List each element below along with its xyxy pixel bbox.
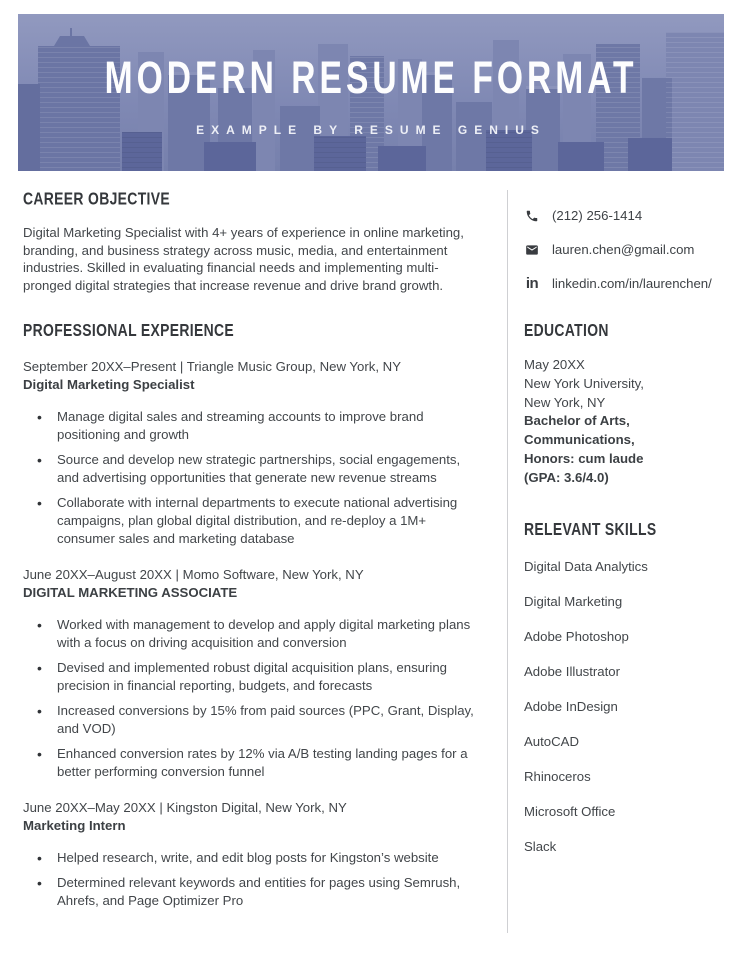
skill-item: Adobe Illustrator [524,663,621,679]
job-meta: September 20XX–Present | Triangle Music Group, New York, NY [23,359,401,375]
sidebar-column [524,190,724,875]
job-bullet: • Helped research, write, and edit blog posts for Kingston’s website [23,849,479,867]
skill-item: Adobe InDesign [524,698,618,714]
main-column [23,190,479,910]
contact-email-row [524,242,724,257]
career-objective-heading: CAREER OBJECTIVE [23,188,170,209]
job-list [23,358,479,910]
education-line: New York, NY [524,394,606,410]
phone-icon [524,208,540,224]
linkedin-url: linkedin.com/in/laurenchen/ [552,276,712,291]
relevant-skills-heading: RELEVANT SKILLS [524,519,657,540]
job-bullet: • Manage digital sales and streaming accounts to improve brand positioning and growth [23,408,479,444]
education-heading: EDUCATION [524,320,609,341]
contact-section [524,208,724,291]
professional-experience-heading: PROFESSIONAL EXPERIENCE [23,320,235,341]
job-title: Digital Marketing Specialist [23,377,195,393]
job-bullet: • Source and develop new strategic partnerships, social engagements, and advertising opportunities that generate new revenue streams [23,451,479,487]
banner-title: MODERN RESUME FORMAT [104,51,638,103]
job-bullet: • Devised and implemented robust digital acquisition plans, ensuring precision in financial reporting, budgets, and forecasts [23,659,479,695]
education-line-bold: Honors: cum laude [524,450,644,466]
education-details [524,356,724,488]
contact-linkedin-row [524,276,724,291]
education-line-bold: (GPA: 3.6/4.0) [524,469,609,485]
linkedin-icon: in [525,274,539,292]
job-meta: June 20XX–May 20XX | Kingston Digital, New York, NY [23,800,347,816]
job-entry [23,566,479,781]
skills-list [524,560,724,854]
education-bold-lines [524,412,724,487]
education-line: New York University, [524,375,644,391]
job-bullet-list [23,408,479,548]
banner-subtitle: EXAMPLE BY RESUME GENIUS [196,123,546,137]
education-regular-lines [524,356,724,412]
job-title: DIGITAL MARKETING ASSOCIATE [23,585,238,601]
column-divider [507,190,508,933]
email-icon [524,242,540,258]
job-entry [23,799,479,910]
job-bullet: • Enhanced conversion rates by 12% via A/B testing landing pages for a better performing conversion funnel [23,745,479,781]
phone-number: (212) 256-1414 [552,208,643,223]
skill-item: Microsoft Office [524,803,616,819]
job-bullet: • Increased conversions by 15% from paid sources (PPC, Grant, Display, and VOD) [23,702,479,738]
skill-item: Adobe Photoshop [524,628,629,644]
education-line-bold: Bachelor of Arts, [524,413,630,429]
career-objective-text: Digital Marketing Specialist with 4+ years of experience in online marketing, branding, and business strategy across music, media, and entertainment industries. Skilled in evaluating financial needs and implementing multi-pronged digital strategies that increase revenue and drive brand growth. [23,225,464,293]
skill-item: Digital Data Analytics [524,558,648,574]
skill-item: Digital Marketing [524,593,623,609]
job-bullet: • Collaborate with internal departments to execute national advertising campaigns, plan global digital distribution, and re-deploy a 1M+ consumer sales and marketing database [23,494,479,548]
header-banner [18,14,724,171]
email-address: lauren.chen@gmail.com [552,242,695,257]
job-entry [23,358,479,548]
job-bullet-list [23,849,479,910]
contact-phone-row [524,208,724,223]
skill-item: Slack [524,838,557,854]
education-line-bold: Communications, [524,432,635,448]
job-bullet: • Determined relevant keywords and entities for pages using Semrush, Ahrefs, and Page Optimizer Pro [23,874,479,910]
skill-item: AutoCAD [524,733,579,749]
job-bullet: • Worked with management to develop and apply digital marketing plans with a focus on driving acquisition and conversion [23,616,479,652]
job-meta: June 20XX–August 20XX | Momo Software, New York, NY [23,567,364,583]
job-title: Marketing Intern [23,818,126,834]
job-bullet-list [23,616,479,781]
education-line: May 20XX [524,357,585,372]
skill-item: Rhinoceros [524,768,591,784]
